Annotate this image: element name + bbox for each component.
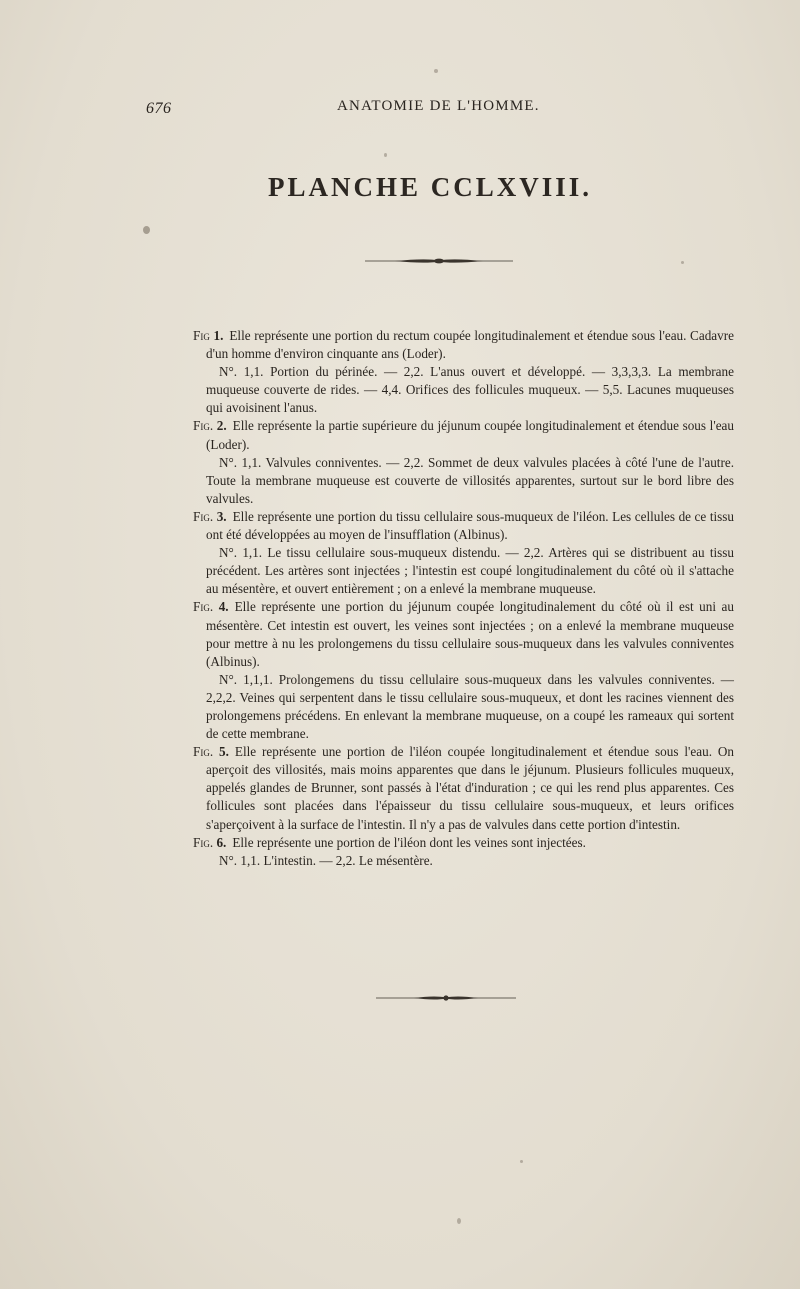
figure-label: Fig 1. <box>193 328 224 343</box>
figure-legend: N°. 1,1,1. Prolongemens du tissu cellulaire sous-muqueux dans les valvules conniventes. — 2,2,2. Veines qui serpentent dans le tissu cellulaire sous-muqueux, et dont les racines viennent des prolongemens précédens. En enlevant la membrane muqueuse, on a coupé les rameaux qui sortent de cette membrane. <box>206 671 734 742</box>
figure-label: Fig. 6. <box>193 834 227 850</box>
figure-label: Fig. 4. <box>193 599 229 615</box>
figure-entry-4 <box>146 598 734 743</box>
page-number: 676 <box>146 100 172 117</box>
figure-description: Elle représente une portion du jéjunum coupée longitudinalement du côté où il est uni au mésentère. Cet intestin est ouvert, les veines sont injectées ; on a enlevé la membrane muqueuse pour mettre à nu les prolongemens du tissu cellulaire sous-muqueux dans les valvules conniventes (Albinus). <box>206 599 735 669</box>
figure-entry-6 <box>146 834 734 870</box>
figure-legend: N°. 1,1. Portion du périnée. — 2,2. L'anus ouvert et développé. — 3,3,3,3. La membrane muqueuse couverte de rides. — 4,4. Orifices des follicules muqueux. — 5,5. Lacunes muqueuses qui avoisinent l'anus. <box>206 364 734 416</box>
paper-foxing-spot <box>520 1160 523 1163</box>
figure-label: Fig. 2. <box>193 418 227 434</box>
paper-foxing-spot <box>681 261 684 264</box>
figure-legend: N°. 1,1. L'intestin. — 2,2. Le mésentère. <box>219 852 433 868</box>
plate-title-text: PLANCHE CCLXVIII. <box>267 172 593 202</box>
figure-entry-3 <box>146 508 734 598</box>
figure-entry-5 <box>146 743 734 833</box>
figure-legend: N°. 1,1. Le tissu cellulaire sous-muqueux distendu. — 2,2. Artères qui se distribuent au tissu précédent. Les artères sont injectées ; l'intestin est coupé longitudinalement du côté où il s'attache au mésentère, et ouvert entièrement ; on a enlevé la membrane muqueuse. <box>206 545 734 597</box>
figure-label: Fig. 5. <box>193 744 229 760</box>
paper-foxing-spot <box>457 1218 461 1224</box>
plate-title <box>0 172 800 203</box>
running-head: ANATOMIE DE L'HOMME. <box>337 98 540 114</box>
figure-description: Elle représente une portion de l'iléon dont les veines sont injectées. <box>232 834 586 850</box>
figure-legend: N°. 1,1. Valvules conniventes. — 2,2. Sommet de deux valvules placées à côté l'une de l'autre. Toute la membrane muqueuse est couverte de villosités apparentes, surtout sur le bord libre des valvules. <box>206 454 734 506</box>
paper-foxing-spot <box>434 69 438 73</box>
figure-description: Elle représente la partie supérieure du jéjunum coupée longitudinalement et étendue sous l'eau (Loder). <box>206 418 734 452</box>
figure-entry-2 <box>146 417 734 507</box>
paper-foxing-spot <box>143 226 150 234</box>
paper-foxing-spot <box>384 153 387 157</box>
figure-description: Elle représente une portion de l'iléon coupée longitudinalement et étendue sous l'eau. On aperçoit des villosités, mais moins apparentes que dans le jéjunum. Plusieurs follicules muqueux, appelés glandes de Brunner, sont passés à l'état d'induration ; ce qui les rend plus apparentes. Ces follicules sont placées dans l'épaisseur du tissu cellulaire sous-muqueux, et leurs orifices s'aperçoivent à la surface de l'intestin. Il n'y a pas de valvules dans cette portion d'intestin. <box>206 744 734 832</box>
top-ornament-rule <box>365 256 513 266</box>
bottom-ornament-rule <box>376 993 516 1003</box>
figure-description: Elle représente une portion du tissu cellulaire sous-muqueux de l'iléon. Les cellules de ce tissu ont été développées au moyen de l'insufflation (Albinus). <box>206 508 735 543</box>
figure-label: Fig. 3. <box>193 508 227 524</box>
figure-description: Elle représente une portion du rectum coupée longitudinalement et étendue sous l'eau. Cadavre d'un homme d'environ cinquante ans (Loder). <box>206 328 734 362</box>
figure-descriptions <box>146 327 734 870</box>
figure-entry-1 <box>146 327 734 417</box>
